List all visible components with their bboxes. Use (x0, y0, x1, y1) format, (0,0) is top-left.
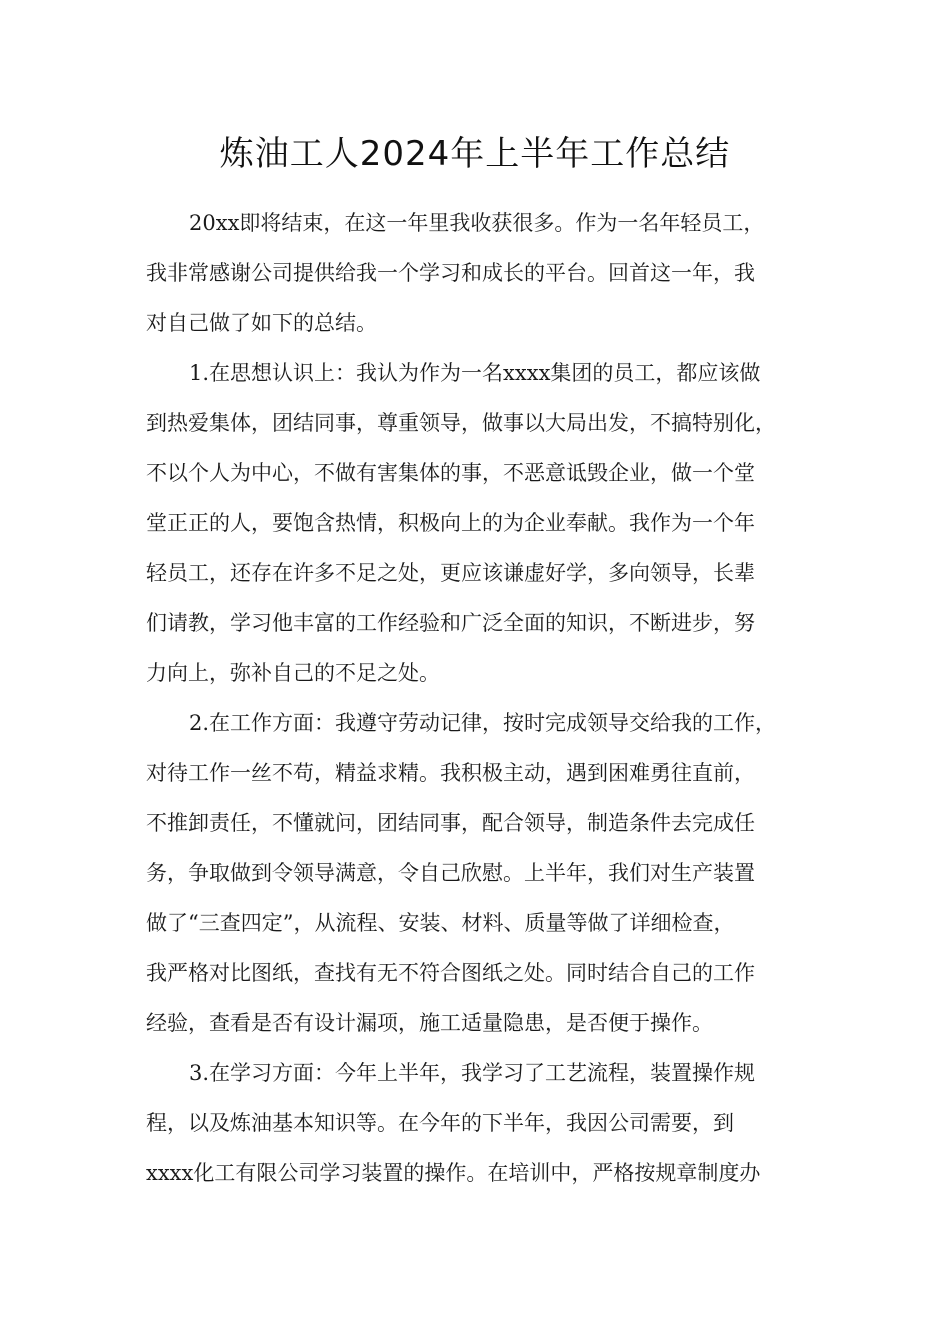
paragraph-thinking (146, 348, 820, 698)
text-line: xxxx化工有限公司学习装置的操作。在培训中，严格按规章制度办 (146, 1161, 761, 1185)
text-line: 务，争取做到令领导满意，令自己欣慰。上半年，我们对生产装置 (146, 861, 755, 885)
text-line: 不推卸责任，不懂就问，团结同事，配合领导，制造条件去完成任 (146, 811, 755, 835)
text-line: 们请教，学习他丰富的工作经验和广泛全面的知识，不断进步，努 (146, 611, 755, 635)
document-title: 炼油工人2024年上半年工作总结 (219, 134, 731, 174)
text-line: 轻员工，还存在许多不足之处，更应该谦虚好学，多向领导，长辈 (146, 561, 755, 585)
text-line: 经验，查看是否有设计漏项，施工适量隐患，是否便于操作。 (146, 1011, 713, 1035)
text-line: 堂正正的人，要饱含热情，积极向上的为企业奉献。我作为一个年 (146, 511, 755, 535)
text-line: 2.在工作方面：我遵守劳动记律，按时完成领导交给我的工作， (189, 711, 777, 735)
paragraph-work (146, 698, 820, 1048)
text-line: 不以个人为中心，不做有害集体的事，不恶意诋毁企业，做一个堂 (146, 461, 755, 485)
text-line: 对待工作一丝不苟，精益求精。我积极主动，遇到困难勇往直前， (146, 761, 755, 785)
text-line: 我非常感谢公司提供给我一个学习和成长的平台。回首这一年，我 (146, 261, 755, 285)
text-line: 力向上，弥补自己的不足之处。 (146, 661, 440, 685)
text-line: 我严格对比图纸，查找有无不符合图纸之处。同时结合自己的工作 (146, 961, 755, 985)
text-line: 3.在学习方面：今年上半年，我学习了工艺流程，装置操作规 (189, 1061, 756, 1085)
text-line: 对自己做了如下的总结。 (146, 311, 377, 335)
text-line: 做了“三查四定”，从流程、安装、材料、质量等做了详细检查， (146, 911, 735, 935)
text-line: 到热爱集体，团结同事，尊重领导，做事以大局出发，不搞特别化， (146, 411, 776, 435)
text-line: 1.在思想认识上：我认为作为一名xxxx集团的员工，都应该做 (189, 361, 761, 385)
text-line: 20xx即将结束，在这一年里我收获很多。作为一名年轻员工， (189, 211, 765, 235)
text-line: 程，以及炼油基本知识等。在今年的下半年，我因公司需要，到 (146, 1111, 734, 1135)
paragraph-study (146, 1048, 820, 1198)
document-body (146, 198, 820, 1198)
paragraph-intro (146, 198, 820, 348)
